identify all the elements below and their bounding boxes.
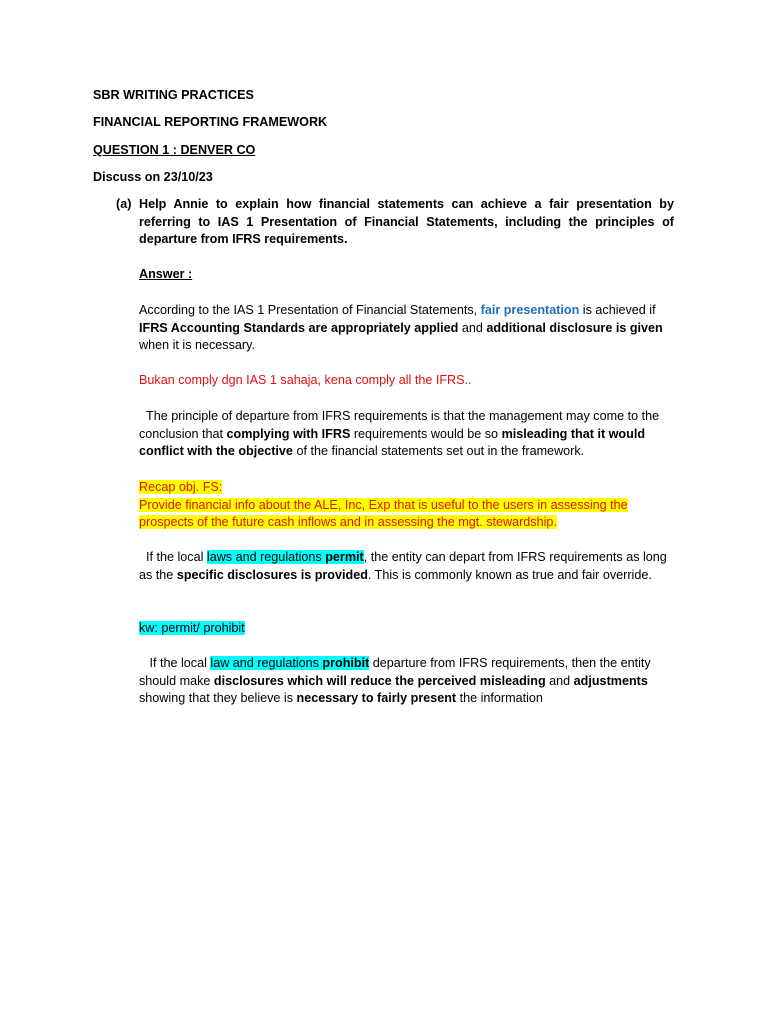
p4-adjustments: adjustments: [573, 673, 648, 688]
p4-prohibit: prohibit: [322, 656, 370, 670]
paragraph-departure-principle: [139, 408, 674, 461]
p2-complying: complying with IFRS: [226, 426, 351, 441]
question-heading: QUESTION 1 : DENVER CO: [93, 143, 256, 157]
p4-text-10: the information: [456, 691, 543, 705]
recap-line-1: Recap obj. FS:: [139, 480, 223, 494]
p4-text-4: departure from IFRS requirements, then the entity should make: [139, 656, 655, 688]
p2-text-5: of the financial statements set out in the framework.: [292, 444, 585, 458]
p1-additional-disclosure: additional disclosure is given: [486, 320, 663, 335]
p2-text-3: requirements would be so: [350, 426, 502, 441]
p3-text-6: . This is commonly known as true and fair override.: [367, 567, 652, 582]
p1-text-5: and: [458, 320, 487, 335]
paragraph-prohibit: [139, 655, 674, 708]
p4-text-1: If the local: [139, 656, 211, 670]
p1-ifrs-applied: IFRS Accounting Standards are appropriately applied: [139, 320, 459, 335]
recap-line-2: Provide financial info about the ALE, Inc, Exp that is useful to the users in assessing the prospects of the future cash inflows and in assessing the mgt. stewardship.: [139, 497, 628, 529]
document-subtitle: FINANCIAL REPORTING FRAMEWORK: [93, 115, 328, 129]
paragraph-permit: [139, 549, 674, 584]
note-red: Bukan comply dgn IAS 1 sahaja, kena comply all the IFRS..: [139, 373, 472, 387]
question-label: (a): [116, 197, 132, 211]
document-title: SBR WRITING PRACTICES: [93, 88, 254, 102]
p4-law-regulations: law and regulations: [210, 656, 323, 670]
p3-specific-disclosures: specific disclosures is provided: [176, 567, 368, 582]
p4-text-6: and: [545, 673, 574, 688]
p1-fair-presentation: fair presentation: [480, 303, 580, 317]
p1-text-7: when it is necessary.: [139, 338, 255, 352]
p4-text-8: showing that they believe is: [139, 673, 652, 705]
p2-text-1: The principle of departure from IFRS requirements is that the management may come to the conclusion that: [139, 409, 663, 441]
p3-laws-regulations: laws and regulations: [206, 550, 326, 564]
recap-block: [139, 479, 674, 532]
answer-label: Answer :: [139, 267, 193, 281]
keyword-text: kw: permit/ prohibit: [139, 621, 245, 635]
paragraph-fair-presentation: [139, 302, 674, 355]
question-text: Help Annie to explain how financial statements can achieve a fair presentation by referring to IAS 1 Presentation of Financial Statements, including the principles of departure from IFRS requirements.: [139, 197, 674, 246]
p3-permit: permit: [325, 550, 364, 564]
p2-misleading: misleading that it would conflict with the objective: [139, 426, 649, 458]
p3-text-4: , the entity can depart from IFRS requirements as long as the: [139, 550, 671, 582]
p1-text-1: According to the IAS 1 Presentation of Financial Statements,: [139, 303, 481, 317]
p4-fairly-present: necessary to fairly present: [296, 691, 457, 705]
discuss-date: Discuss on 23/10/23: [93, 170, 213, 184]
p1-text-3: is achieved if: [579, 303, 656, 317]
keyword-line: [139, 620, 674, 638]
p4-disclosures: disclosures which will reduce the perceived misleading: [213, 673, 546, 688]
p3-text-1: If the local: [139, 550, 207, 564]
